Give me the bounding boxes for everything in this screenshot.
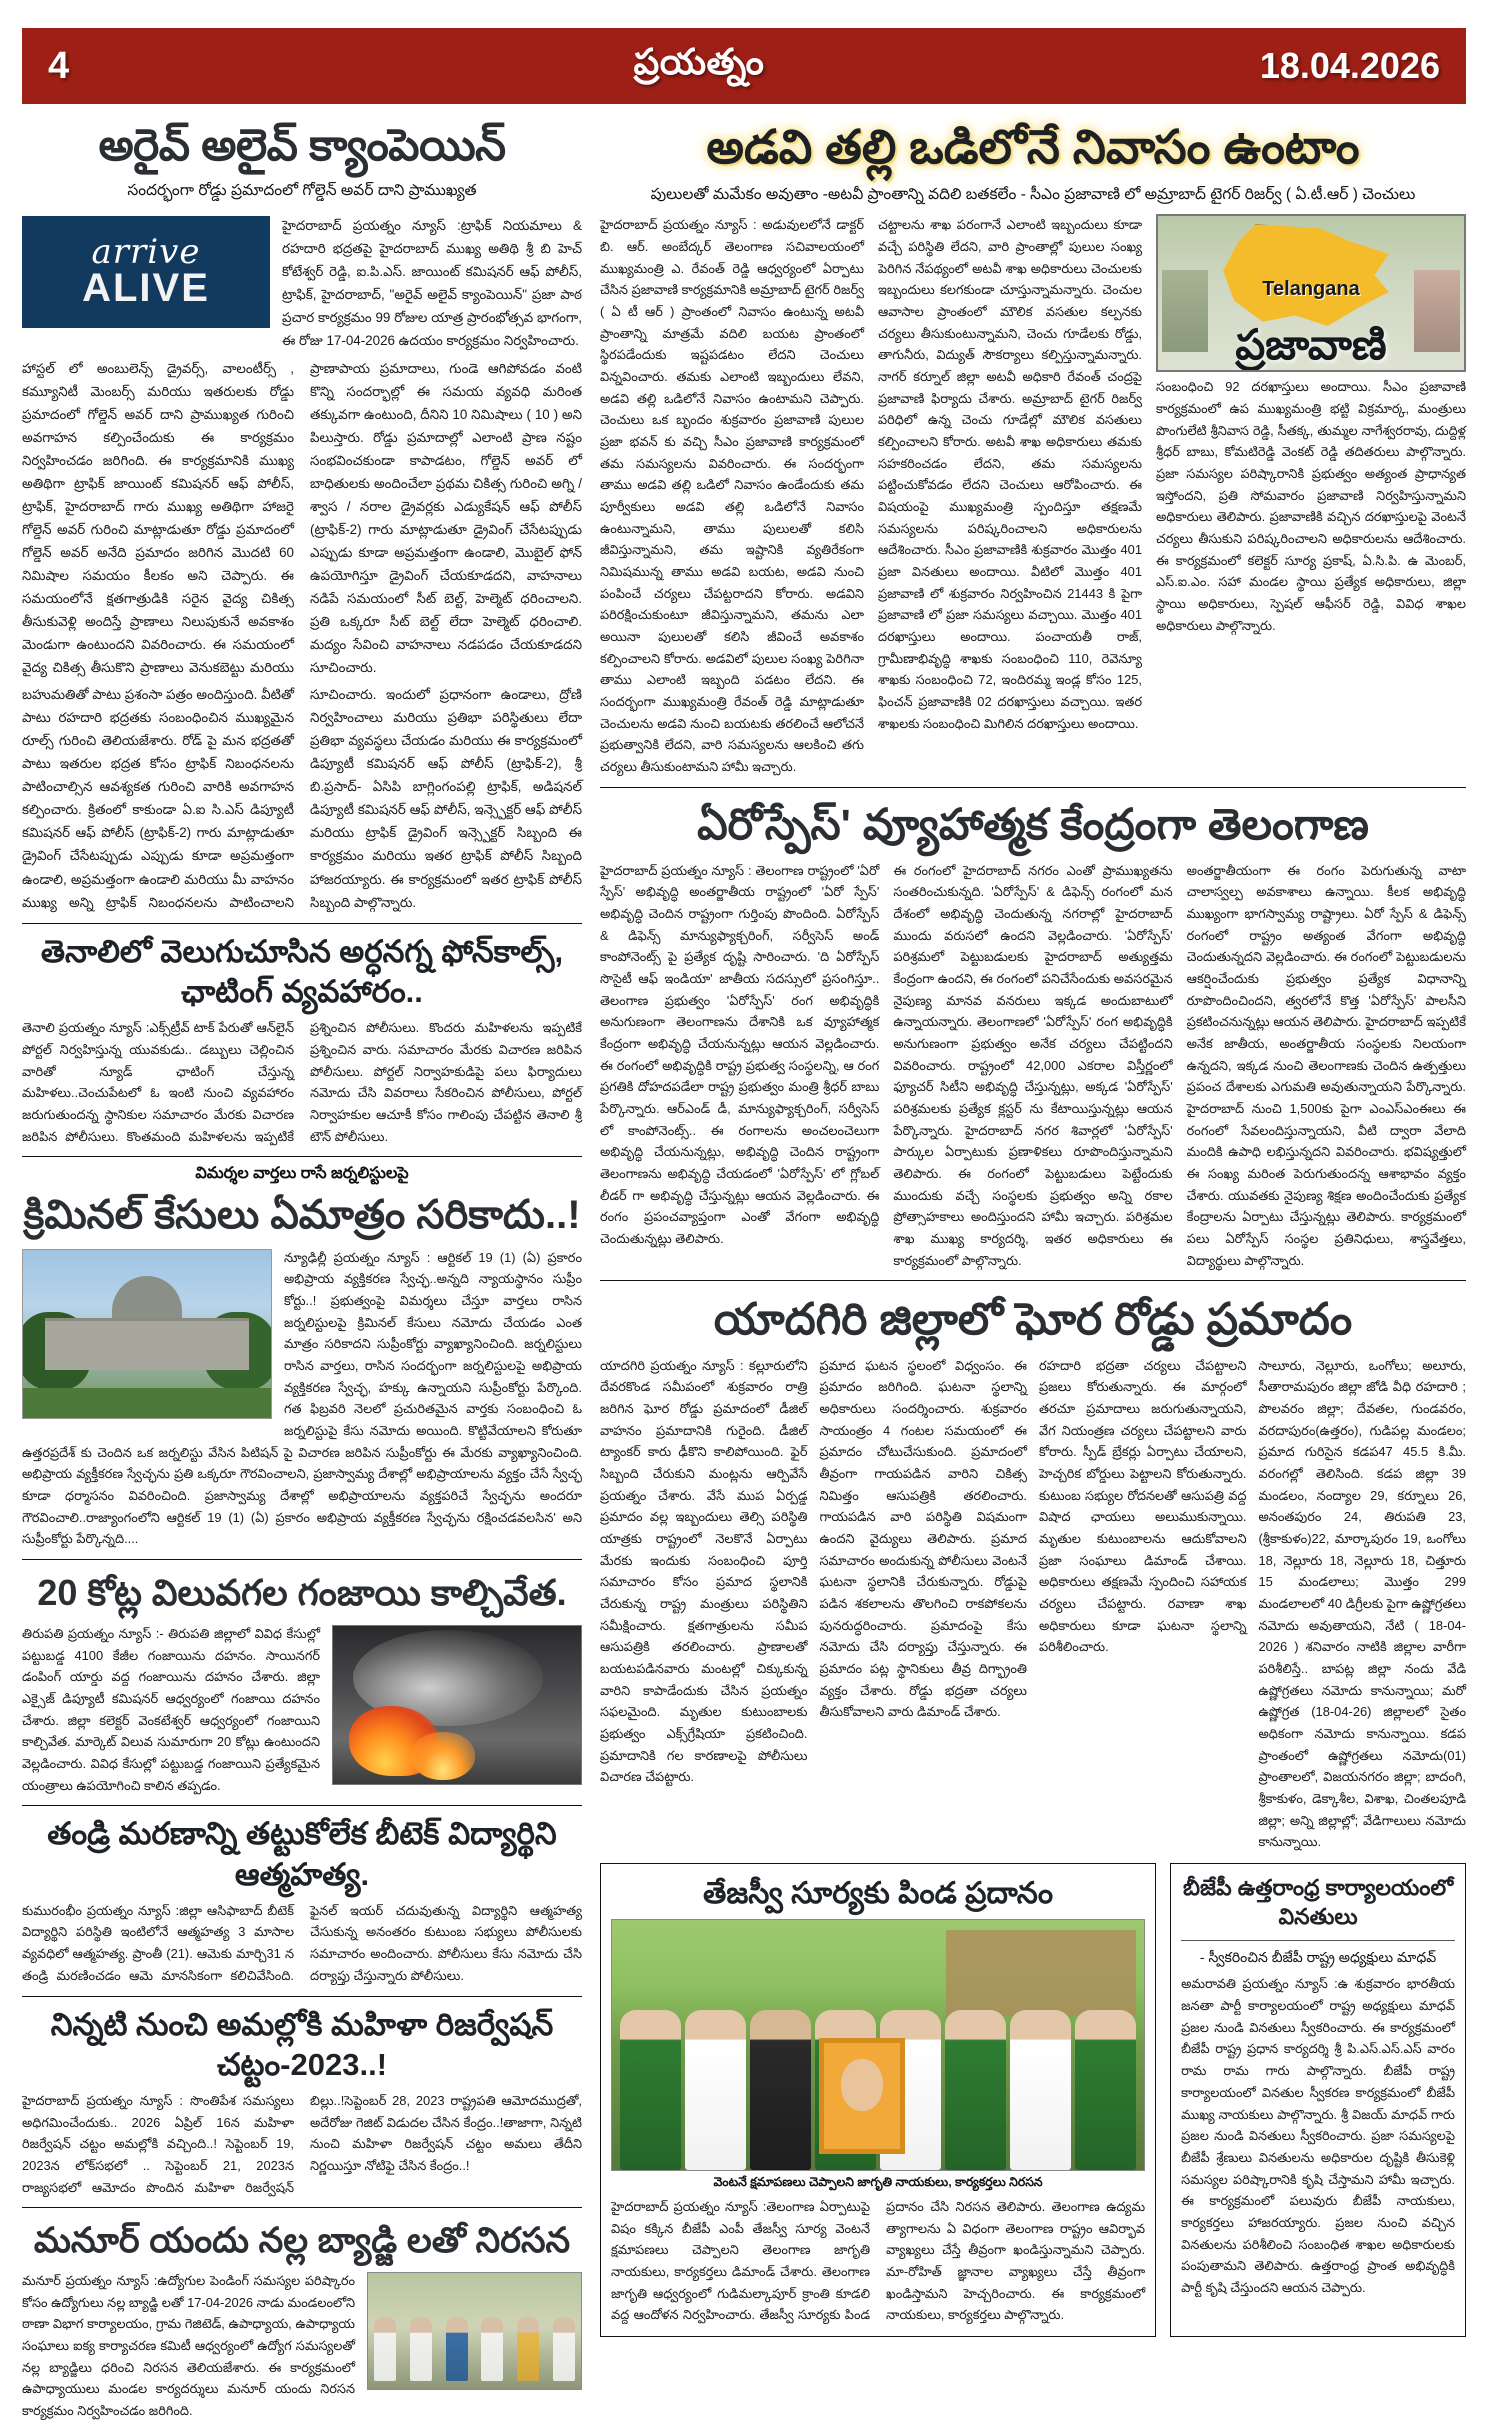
court-building xyxy=(45,1318,249,1370)
divider-2 xyxy=(22,1156,582,1157)
arrive-alive-intro: హైదరాబాద్ ప్రయత్నం న్యూస్ :ట్రాఫిక్ నియమాలు & రహదారి భద్రతపై హైదరాబాద్ ముఖ్య అతిథి శ్రీ బి హెచ్ కోటేశ్వర్ రెడ్డి, ఐ.పి.ఎస్. జాయింట్ కమిషనర్ ఆఫ్ పోలీస్, ట్రాఫిక్, హైదరాబాద్, "అరైవ్ అలైవ్ క్యాంపెయిన్" ప్రజా పాఠ ప్రచార కార్యక్రమం 99 రోజుల యాత్ర ప్రారంభోత్సవ భాగంగా, ఈ రోజు 17-04-2026 ఉదయం కార్యక్రమం నిర్వహించారు. xyxy=(282,218,582,349)
protester xyxy=(374,2317,396,2381)
women-reservation-headline: నిన్నటి నుంచి అమల్లోకి మహిళా రిజర్వేషన్ చట్టం-2023..! xyxy=(50,2006,554,2082)
tejasvi-surya-box xyxy=(600,1863,1156,2337)
flame-small xyxy=(411,1732,475,1780)
bjp-headline: బీజేపీ ఉత్తరాంధ్ర కార్యాలయంలో వినతులు xyxy=(1183,1874,1454,1929)
prajavani-brand: ప్రజావాణి xyxy=(1235,321,1387,369)
portrait-face xyxy=(841,2059,883,2111)
divider-4 xyxy=(22,1805,582,1806)
protester xyxy=(410,2317,432,2381)
manur-protest-photo xyxy=(367,2272,582,2390)
adavi-talli-col1: హైదరాబాద్ ప్రయత్నం న్యూస్ : అడువులలోనే డాక్టర్ బి. ఆర్. అంబేద్కర్ తెలంగాణ సచివాలయంలో ముఖ్యమంత్రి ఎ. రేవంత్ రెడ్డి ఆధ్వర్యంలో ఏర్పాటు చేసిన ప్రజావాణి కార్యక్రమానికి అమ్రాబాద్ టైగర్ రిజర్వ్ ( ఏ టీ ఆర్ ) ప్రాంతంలో నివాసం ఉంటున్న అటవీ ప్రాంతాన్ని మాత్రమే వదిలి బయట ప్రాంతంలో స్థిరపడేందుకు ఇష్టపడటం లేదని చెంచులు విన్నవించారు. తమకు ఎలాంటి ఇబ్బందులు లేవని, అడవి తల్లి ఒడిలోనే నివాసం ఉంటామని చెప్పారు. చెంచులు ఒక బృందం శుక్రవారం ప్రజావాణి పులుల ప్రజా భవన్ కు వచ్చి సీఎం ప్రజావాణి కార్యక్రమంలో తమ సమస్యలను వివరించారు. ఈ సందర్భంగా తాము అడవి తల్లి ఒడిలో నివాసం ఉండేందుకు తమ పూర్వీకులు అడవి తల్లి ఒడిలోనే నివాసం ఉంటున్నామని, తాము పులులతో కలిసి జీవిస్తున్నామని, తమ ఇష్టానికి వ్యతిరేకంగా నిమిషమున్న తాము అడవి బయట, అడవి నుంచి పంపించే చర్యలు చేపట్టరాదని కోరారు. అడవిని పరిరక్షించుకుంటూ జీవిస్తున్నామని, తమను ఎలా అయినా పులులతో కలిసి జీవించే అవకాశం కల్పించాలని కోరారు. అడవిలో పులుల సంఖ్య పెరిగినా తాము ఎలాంటి ఇబ్బంది పడటం లేదని. ఈ సందర్భంగా ముఖ్యమంత్రి రేవంత్ రెడ్డి మాట్లాడుతూ చెంచులను అడవి నుంచి బయటకు తరలించే ఆలోచనే ప్రభుత్వానికి లేదని, వారి సమస్యలను ఆలకించి తగు చర్యలు తీసుకుంటామని హామీ ఇచ్చారు. xyxy=(600,217,864,775)
btech-body: కుమురంభీం ప్రయత్నం న్యూస్ :జిల్లా ఆసిఫాబాద్ బీటెక్ విద్యార్థిని పరిస్థితి ఇంటిలోనే ఆత్మహత్య 3 మాసాల వ్యవధిలో ఆత్మహత్య. ప్రాంతీ (21). ఆమెకు మార్చి31 న తండ్రి మరణించడం ఆమె మానసికంగా కలిచివేసింది. ఫైనల్ ఇయర్ చదువుతున్న విద్యార్థిని ఆత్మహత్య చేసుకున్న అనంతరం కుటుంబ సభ్యులు పోలీసులకు సమాచారం అందించారు. పోలీసులు కేసు నమోదు చేసి దర్యాప్తు చేస్తున్నారు పోలీసులు. xyxy=(22,1902,582,1983)
yadagiri-story xyxy=(600,1355,1466,1853)
telangana-prajavani-logo xyxy=(1156,214,1466,372)
person xyxy=(1010,2010,1071,2170)
arrive-logo-line1: arrive xyxy=(91,232,201,273)
arrive-alive-body-b: హాస్టల్ లో అంబులెన్స్ డ్రైవర్స్, వాలంటీర్స్ , కమ్యూనిటీ మెంబర్స్ మరియు ఇతరులకు రోడ్డు ప్రమాదంలో గోల్డెన్ అవర్ దాని ప్రాముఖ్యత గురించి అవగాహన కల్పించేందుకు ఈ కార్యక్రమం నిర్వహించడం జరిగింది. ఈ కార్యక్రమానికి ముఖ్య అతిథిగా ట్రాఫిక్ జాయింట్ కమిషనర్ ఆఫ్ పోలీస్, ట్రాఫిక్, హైదరాబాద్ గారు ముఖ్య అతిథిగా హాజరై గోల్డెన్ అవర్ గురించి మాట్లాడుతూ రోడ్డు ప్రమాదంలో గోల్డెన్ అవర్ అనేది ప్రమాదం జరిగిన మొదటి 60 నిమిషాల సమయం కీలకం అని చెప్పారు. ఈ సమయంలోనే క్షతగాత్రుడికి సరైన వైద్య చికిత్స తీసుకువెళ్లి అందిస్తే ప్రాణాలు నిలుపుకునే అవకాశం మెండుగా ఉంటుందని వివరించారు. ఈ సమయంలో వైద్య చికిత్స తీసుకొని ప్రాణాలు వెనుకబెట్టు మరియు ప్రాణాపాయ ప్రమాదాలు, గుండె ఆగిపోవడం వంటి కొన్ని సందర్భాల్లో ఈ సమయ వ్యవధి మరింత తక్కువగా ఉంటుంది, దీనిని 10 నిమిషాలు ( 10 ) అని పిలుస్తారు. రోడ్డు ప్రమాదాల్లో ఎలాంటి ప్రాణ నష్టం సంభవించకుండా కాపాడటం, గోల్డెన్ అవర్ లో బాధితులకు అందించేలా ప్రథమ చికిత్స గురించి అగ్ని / శ్వాస / నరాల డ్రైవర్లకు ఎడ్యుకేషన్ ఆఫ్ పోలీస్ (ట్రాఫిక్-2) గారు మాట్లాడుతూ డ్రైవింగ్ చేసేటప్పుడు ఎప్పుడు కూడా అప్రమత్తంగా ఉండాలి, మొబైల్ ఫోన్ ఉపయోగిస్తూ డ్రైవింగ్ చేయకూడదని, వాహనాలు నడిపే సమయంలో సీట్ బెల్ట్, హెల్మెట్ ధరించాలని. ప్రతి ఒక్కరూ సీట్ బెల్ట్ లేదా హెల్మెట్ ధరించాలి. మద్యం సేవించి వాహనాలు నడపడం చేయకూడదని సూచించారు. xyxy=(22,360,582,676)
portrait-frame xyxy=(819,2038,905,2154)
yadagiri-col1: యాదగిరి ప్రయత్నం న్యూస్ : కల్లూరులోని దేవరకొండ సమీపంలో శుక్రవారం రాత్రి జరిగిన ఘోర రోడ్డు ప్రమాదంలో డీజిల్ వాహనం ప్రమాదానికి గురైంది. డీజిల్ ట్యాంకర్ కారు ఢీకొని కాలిపోయింది. ఫైర్ సిబ్బంది చేరుకుని మంట్లను ఆర్పివేసే ప్రయత్నం చేశారు. వేసే ముప ఏర్పడ్డ ప్రమాదం వల్ల ఇబ్బందులు తెల్సి పరిస్థితి యాత్రకు రాష్ట్రంలో నెలకొనే ఏర్పాటు మేరకు ఇందుకు సంబంధించి పూర్తి సమాచారం కోసం ప్రమాద స్థలానికి చేరుకున్న రాష్ట్ర మంత్రులు పరిస్థితిని సమీక్షించారు. క్షతగాత్రులను సమీప ఆసుపత్రికి తరలించారు. ప్రాణాలతో బయటపడినవారు మంటల్లో చిక్కుకున్న వారిని కాపాడేందుకు చేసిన ప్రయత్నం సఫలమైంది. మృతుల కుటుంబాలకు ప్రభుత్వం ఎక్స్‌గ్రేషియా ప్రకటించింది. ప్రమాదానికి గల కారణాలపై పోలీసులు విచారణ చేపట్టారు. xyxy=(600,1357,808,1785)
adavi-talli-headline: అడవి తల్లి ఒడిలోనే నివాసం ఉంటాం xyxy=(706,120,1360,173)
manur-headline: మనూర్ యందు నల్ల బ్యాడ్జి లతో నిరసన xyxy=(33,2221,571,2261)
yadagiri-headline: యాదగిరి జిల్లాలో ఘోర రోడ్డు ప్రమాదం xyxy=(713,1295,1353,1345)
arrive-logo-line2: ALIVE xyxy=(82,266,210,311)
ganja-headline: 20 కోట్ల విలువగల గంజాయి కాల్చివేత. xyxy=(37,1572,567,1614)
adavi-talli-kicker: పులులతో మమేకం అవుతాం -అటవీ ప్రాంతాన్ని వదిలి బతకలేం - సీఎం ప్రజావాణి లో అమ్రాబాద్ టైగర్ రిజర్వ్ ( ఏ.టీ.ఆర్ ) చెంచులు xyxy=(650,185,1416,203)
ganja-story xyxy=(22,1623,582,1796)
ganja-fire-photo xyxy=(332,1625,582,1785)
criminal-story xyxy=(22,1247,582,1550)
paper-title: ప్రయత్నం xyxy=(633,40,765,82)
newspaper-page xyxy=(0,28,1488,2418)
court-lawn xyxy=(23,1388,271,1418)
telangana-map-label: Telangana xyxy=(1262,278,1360,301)
arrive-alive-story xyxy=(22,214,582,352)
bjp-body: అమరావతి ప్రయత్నం న్యూస్ :ఉ శుక్రవారం భారతీయ జనతా పార్టీ కార్యాలయంలో రాష్ట్ర అధ్యక్షులు మాధవ్ ప్రజల నుండి వినతులు స్వీకరించారు. ఈ కార్యక్రమంలో బీజేపీ రాష్ట్ర ప్రధాన కార్యదర్శి శ్రీ పి.ఎస్.ఎస్.ఎస్ వారం రామ రామ గారు పాల్గొన్నారు. బీజేపీ రాష్ట్ర కార్యాలయంలో వినతుల స్వీకరణ కార్యక్రమంలో బీజేపీ ముఖ్య నాయకులు పాల్గొన్నారు. శ్రీ విజయ్ మాధవ్ గారు ప్రజల నుండి వినతులు స్వీకరించారు. ప్రజా సమస్యలపై బీజేపీ శ్రేణులు వినతులను అధికారుల దృష్టికి తీసుకెళ్లి సమస్యల పరిష్కారానికి కృషి చేస్తామని హామీ ఇచ్చారు. ఈ కార్యక్రమంలో పలువురు బీజేపీ నాయకులు, కార్యకర్తలు హాజరయ్యారు. ప్రజల నుంచి వచ్చిన వినతులను పరిశీలించి సంబంధిత శాఖల అధికారులకు పంపుతామని తెలిపారు. ఉత్తరాంధ్ర ప్రాంత అభివృద్ధికి పార్టీ కృషి చేస్తుందని ఆయన చెప్పారు. xyxy=(1181,1976,1455,2295)
protester xyxy=(517,2317,539,2381)
person xyxy=(1075,2010,1136,2170)
divider-1 xyxy=(22,923,582,924)
aerospace-col2: ఈ రంగంలో హైదరాబాద్ నగరం ఎంతో ప్రాముఖ్యతను సంతరించుకున్నది. 'ఏరోస్పేస్' & డిఫెన్స్ రంగంలో మన దేశంలో అభివృద్ధి చెందుతున్న నగరాల్లో హైదరాబాద్ ముందు వరుసలో ఉందని వెల్లడించారు. 'ఏరోస్పేస్' పరిశ్రమలో పెట్టుబడులకు హైదరాబాద్ అత్యుత్తమ కేంద్రంగా ఉందని, ఈ రంగంలో పనిచేసేందుకు అవసరమైన నైపుణ్య మానవ వనరులు ఇక్కడ అందుబాటులో ఉన్నాయన్నారు. తెలంగాణలో 'ఏరోస్పేస్' రంగ అభివృద్ధికి అనుగుణంగా ప్రభుత్వం అనేక చర్యలు చేపట్టిందని వివరించారు. రాష్ట్రంలో 42,000 ఎకరాల విస్తీర్ణంలో ఫ్యూచర్ సిటీని అభివృద్ధి చేస్తున్నట్లు, అక్కడ 'ఏరోస్పేస్' పరిశ్రమలకు ప్రత్యేక క్లస్టర్ ను కేటాయిస్తున్నట్లు ఆయన పేర్కొన్నారు. హైదరాబాద్ నగర శివార్లలో 'ఏరోస్పేస్' పార్కుల ఏర్పాటుకు ప్రణాళికలు రూపొందిస్తున్నామని తెలిపారు. ఈ రంగంలో పెట్టుబడులు పెట్టేందుకు ముందుకు వచ్చే సంస్థలకు ప్రభుత్వం అన్ని రకాల ప్రోత్సాహకాలు అందిస్తుందని హామీ ఇచ్చారు. పరిశ్రమల శాఖ ముఖ్య కార్యదర్శి, ఇతర అధికారులు ఈ కార్యక్రమంలో పాల్గొన్నారు. xyxy=(893,862,1173,1268)
court-dome xyxy=(112,1276,182,1322)
arrive-alive-headline: అరైవ్ అలైవ్ క్యాంపెయిన్ xyxy=(98,121,506,170)
aerospace-story xyxy=(600,860,1466,1272)
tenali-headline: తెనాలిలో వెలుగుచూసిన అర్ధనగ్న ఫోన్‌కాల్స్, ఛాటింగ్ వ్యవహారం.. xyxy=(40,933,564,1009)
divider-3 xyxy=(22,1559,582,1560)
aerospace-col1: హైదరాబాద్ ప్రయత్నం న్యూస్ : తెలంగాణ రాష్ట్రంలో 'ఏరో స్పేస్' అభివృద్ధి అంతర్జాతీయ రాష్ట్రంలో 'ఏరో స్పేస్' అభివృద్ధి చెందిన రాష్ట్రంగా గుర్తింపు పొందింది. ఏరోస్పేస్ & డిఫెన్స్ మాన్యుఫ్యాక్చరింగ్, సర్వీసెస్ అండ్ కాంపోనెంట్స్ పై ప్రత్యేక దృష్టి సారించారు. 'ది ఏరోస్పేస్ సొసైటీ ఆఫ్ ఇండియా' జాతీయ సదస్సులో ప్రసంగిస్తూ.. తెలంగాణ ప్రభుత్వం 'ఏరోస్పేస్' రంగ అభివృద్ధికి అనుగుణంగా తెలంగాణను దేశానికి ఒక వ్యూహాత్మక కేంద్రంగా అభివృద్ధి చేయనున్నట్లు ఆయన వెల్లడించారు. ఈ రంగంలో అభివృద్ధికి రాష్ట్ర ప్రభుత్వ సంస్థలన్ని, ఆ రంగ ప్రగతికి దోహదపడేలా రాష్ట్ర ప్రభుత్వం మంత్రి శ్రీధర్ బాబు పేర్కొన్నారు. ఆర్‌ఎండ్ డీ, మాన్యుఫ్యాక్చరింగ్, సర్వీసెస్ లో కాంపోనెంట్స్.. ఈ రంగాలను అంచలంచెలుగా అభివృద్ధి చేయనున్నట్లు, అభివృద్ధి చెందిన రాష్ట్రంగా తెలంగాణను అభివృద్ధి చేయడంలో 'ఏరోస్పేస్' లో గ్లోబల్ లీడర్ గా అభివృద్ధి చేస్తున్నట్లు ఆయన వెల్లడించారు. ఈ రంగం ప్రపంచవ్యాప్తంగా ఎంతో వేగంగా అభివృద్ధి చెందుతున్నట్లు తెలిపారు. xyxy=(600,862,880,1246)
bjp-box xyxy=(1170,1863,1466,2337)
right-headline-block xyxy=(600,118,1466,212)
manur-story xyxy=(22,2270,582,2422)
yadagiri-col3: రహదారి భద్రతా చర్యలు చేపట్టాలని ప్రజలు కోరుతున్నారు. ఈ మార్గంలో తరచూ ప్రమాదాలు జరుగుతున్నాయని, వేగ నియంత్రణ చర్యలు చేపట్టాలని వారు కోరారు. స్పీడ్ బ్రేకర్లు ఏర్పాటు చేయాలని, హెచ్చరిక బోర్డులు పెట్టాలని కోరుతున్నారు. కుటుంబ సభ్యుల రోదనలతో ఆసుపత్రి వద్ద విషాద ఛాయలు అలుముకున్నాయి. మృతుల కుటుంబాలను ఆదుకోవాలని ప్రజా సంఘాలు డిమాండ్ చేశాయి. అధికారులు తక్షణమే స్పందించి సహాయక చర్యలు చేపట్టారు. రవాణా శాఖ అధికారులు కూడా ఘటనా స్థలాన్ని పరిశీలించారు. xyxy=(1039,1357,1247,1655)
divider-6 xyxy=(22,2207,582,2208)
protester xyxy=(553,2317,575,2381)
person xyxy=(685,2010,746,2170)
bjp-kicker: - స్వీకరించిన బీజేపీ రాష్ట్ర అధ్యక్షులు మాధవ్ xyxy=(1199,1949,1437,1966)
adavi-talli-story xyxy=(600,214,1466,777)
tejasvi-photo-caption: వెంటనే క్షమాపణలు చెప్పాలని జాగృతి నాయకులు, కార్యకర్తలు నిరసన xyxy=(713,2174,1043,2189)
aerospace-headline: ఏరోస్పేస్' వ్యూహాత్మక కేంద్రంగా తెలంగాణ xyxy=(697,800,1369,849)
tejasvi-headline: తేజస్వీ సూర్యకు పిండ ప్రదానం xyxy=(703,1876,1054,1910)
adavi-talli-col2: చట్టాలను శాఖ పరంగానే ఎలాంటి ఇబ్బందులు కూడా వచ్చే పరిస్థితి లేదని, వారి ప్రాంతాల్లో పులుల సంఖ్య పెరిగిన నేపథ్యంలో అటవీ శాఖ అధికారులు చెంచులకు ఇబ్బందులు కలగకుండా చూస్తున్నామన్నారు. చెంచుల ఆవాసాల ప్రాంతంలో మౌలిక వసతుల కల్పనకు చర్యలు తీసుకుంటున్నామని, చెంచు గూడేలకు రోడ్డు, తాగునీరు, విద్యుత్ సౌకర్యాలు కల్పిస్తున్నామన్నారు. నాగర్ కర్నూల్ జిల్లా అటవీ అధికారి రేవంత్ చంద్రపై ప్రజావాణి ఫిర్యాదు చేశారు. అమ్రాబాద్ టైగర్ రిజర్వ్ పరిధిలో ఉన్న చెంచు గూడేల్లో మౌలిక వసతులు కల్పించాలని కోరారు. అటవీ శాఖ అధికారులు తమకు సహకరించడం లేదని, తమ సమస్యలను పట్టించుకోవడం లేదని చెంచులు ఆరోపించారు. ఈ విషయంపై ముఖ్యమంత్రి స్పందిస్తూ తక్షణమే సమస్యలను పరిష్కరించాలని అధికారులను ఆదేశించారు. సీఎం ప్రజావాణికి శుక్రవారం మొత్తం 401 ప్రజా వినతులు అందాయి. వీటిలో మొత్తం 401 ప్రజావాణి లో శుక్రవారం నిర్వహించిన 21443 కి పైగా ప్రజావాణి లో ప్రజా సమస్యలు వచ్చాయి. మొత్తం 401 దరఖాస్తులు అందాయి. పంచాయతీ రాజ్, గ్రామీణాభివృద్ధి శాఖకు సంబంధించి 110, రెవెన్యూ శాఖకు సంబంధించి 72, ఇందిరమ్మ ఇండ్ల కోసం 125, ఫించన్ ప్రజావాణికి 02 దరఖాస్తులు వచ్చాయి. ఇతర శాఖలకు సంబంధించి మిగిలిన దరఖాస్తులు అందాయి. xyxy=(878,217,1142,731)
yadagiri-col4: సాలూరు, నెల్లూరు, ఒంగోలు; అలూరు, సీతారామపురం జిల్లా జోడి వీధి రహదారి ; పొలవరం జిల్లా; దేవతల, గుండవరం, వరదాపురం(ఉత్తరం), గుడిపల్ల మండలం; ప్రమాద గురిసైన కడప47 45.5 కి.మీ. వరంగల్లో తెలిసింది. కడప జిల్లా 39 మండలం, నంద్యాల 29, కర్నూలు 26, అనంతపురం 24, తిరుపతి 23, (శ్రీకాకుళం)22, మార్కాపురం 19, ఒంగోలు 18, నెల్లూరు 18, నెల్లూరు 18, చిత్తూరు 15 మండలాలు; మొత్తం 299 మండలాలలో 40 డిగ్రీలకు పైగా ఉష్ణోగ్రతలు నమోదు అవుతాయని, నేటి ( 18-04-2026 ) శనివారం నాటికి జిల్లాల వారీగా పరిశీలిస్తే.. బాపట్ల జిల్లా నందు వేడి ఉష్ణోగ్రతలు నమోదు కానున్నాయి; మరో ఉష్ణోగ్రత (18-04-26) జిల్లాలలో సైతం అధికంగా నమోదు కానున్నాయి. కడప ప్రాంతంలో ఉష్ణోగ్రతలు నమోదు(01) ప్రాంతాలలో, విజయనగరం జిల్లా; బాదంగి, శ్రీకాకుళం, డెక్కాశీల, విశాఖ, చింతలపూడి జిల్లా; అన్ని జిల్లాల్లో; వేడిగాలులు నమోదు కానున్నాయి. xyxy=(1258,1357,1466,1850)
yadagiri-col2: ప్రమాద ఘటన స్థలంలో విధ్వంసం. ఈ ప్రమాదం జరిగింది. ఘటనా స్థలాన్ని అధికారులు సందర్శించారు. శుక్రవారం సాయంత్రం 4 గంటల సమయంలో ఈ ప్రమాదం చోటుచేసుకుంది. ప్రమాదంలో తీవ్రంగా గాయపడిన వారిని చికిత్స నిమిత్తం ఆసుపత్రికి తరలించారు. గాయపడిన వారి పరిస్థితి విషమంగా ఉందని వైద్యులు తెలిపారు. ప్రమాద సమాచారం అందుకున్న పోలీసులు వెంటనే ఘటనా స్థలానికి చేరుకున్నారు. రోడ్డుపై పడిన శకలాలను తొలగించి రాకపోకలను పునరుద్ధరించారు. ప్రమాదంపై కేసు నమోదు చేసి దర్యాప్తు చేస్తున్నారు. ఈ ప్రమాదం పట్ల స్థానికులు తీవ్ర దిగ్భ్రాంతి వ్యక్తం చేశారు. రోడ్డు భద్రతా చర్యలు తీసుకోవాలని వారు డిమాండ్ చేశారు. xyxy=(819,1357,1027,1720)
tejasvi-body: హైదరాబాద్ ప్రయత్నం న్యూస్ :తెలంగాణ ఏర్పాటుపై విషం కక్కిన బీజేపీ ఎంపీ తేజస్వీ సూర్య వెంటనే క్షమాపణలు చెప్పాలని తెలంగాణ జాగృతి నాయకులు, కార్యకర్తలు డిమాండ్ చేశారు. తెలంగాణ జాగృతి ఆధ్వర్యంలో గుడిమల్కాపూర్ క్రాంతి కూడలి వద్ద ఆందోళన నిర్వహించారు. తేజస్వీ సూర్యకు పిండ ప్రదానం చేసి నిరసన తెలిపారు. తెలంగాణ ఉద్యమ త్యాగాలను ఏ విధంగా తెలంగాణ రాష్ట్రం ఆవిర్భావ వ్యాఖ్యలు చేస్తే తీవ్రంగా ఖండిస్తున్నామని చెప్పారు. మా-రోహిత్ జ్ఞానాల వ్యాఖ్యలు చేస్తే తీవ్రంగా ఖండిస్తామని హెచ్చరించారు. ఈ కార్యక్రమంలో నాయకులు, కార్యకర్తలు పాల్గొన్నారు. xyxy=(611,2198,1146,2323)
jagruti-protest-photo xyxy=(611,1919,1145,2171)
aerospace-col3: అంతర్జాతీయంగా ఈ రంగం పెరుగుతున్న వాటా చాలాస్వల్ప అవకాశాలు ఉన్నాయి. కీలక అభివృద్ధి ముఖ్యంగా భాగస్వామ్య రాష్ట్రాలు. ఏరో స్పేస్ & డిఫెన్స్ రంగంలో రాష్ట్రం అత్యంత వేగంగా అభివృద్ధి చెందుతున్నదని వెల్లడించారు. ఈ రంగంలో పెట్టుబడులను ఆకర్షించేందుకు ప్రభుత్వం ప్రత్యేక విధానాన్ని రూపొందించిందని, త్వరలోనే కొత్త 'ఏరోస్పేస్' పాలసీని ప్రకటించనున్నట్లు ఆయన తెలిపారు. హైదరాబాద్ ఇప్పటికే అనేక జాతీయ, అంతర్జాతీయ సంస్థలకు నిలయంగా ఉన్నదని, ఇక్కడ నుంచి తెలంగాణకు చెందిన ఉత్పత్తులు ప్రపంచ దేశాలకు ఎగుమతి అవుతున్నాయని పేర్కొన్నారు. హైదరాబాద్ నుంచి 1,500కు పైగా ఎంఎస్ఎంఈలు ఈ రంగంలో సేవలందిస్తున్నాయని, వీటి ద్వారా వేలాది మందికి ఉపాధి లభిస్తున్నదని వివరించారు. భవిష్యత్తులో ఈ సంఖ్య మరింత పెరుగుతుందన్న ఆశాభావం వ్యక్తం చేశారు. యువతకు నైపుణ్య శిక్షణ అందించేందుకు ప్రత్యేక కేంద్రాలను ఏర్పాటు చేస్తున్నట్లు తెలిపారు. కార్యక్రమంలో పలు ఏరోస్పేస్ సంస్థల ప్రతినిధులు, శాస్త్రవేత్తలు, విద్యార్థులు పాల్గొన్నారు. xyxy=(1186,862,1466,1268)
divider-9 xyxy=(1181,1940,1455,1941)
protesters-row xyxy=(374,2317,575,2381)
divider-5 xyxy=(22,1996,582,1997)
btech-headline: తండ్రి మరణాన్ని తట్టుకోలేక బీటెక్ విద్యార్థిని ఆత్మహత్య. xyxy=(47,1816,557,1892)
divider-8 xyxy=(600,1280,1466,1281)
supreme-court-photo xyxy=(22,1249,272,1419)
arrive-alive-logo xyxy=(22,216,270,328)
protester xyxy=(446,2317,468,2381)
person xyxy=(945,2010,1006,2170)
person xyxy=(620,2010,681,2170)
adavi-talli-col3: సంబంధించి 92 దరఖాస్తులు అందాయి. సీఎం ప్రజావాణి కార్యక్రమంలో ఉప ముఖ్యమంత్రి భట్టి విక్రమార్క, మంత్రులు పొంగులేటి శ్రీనివాస రెడ్డి, సీతక్క, తుమ్మల నాగేశ్వరరావు, దుద్దిళ్ల శ్రీధర్ బాబు, కోమటిరెడ్డి వెంకట్ రెడ్డి తదితరులు పాల్గొన్నారు. ప్రజా సమస్యల పరిష్కారానికి ప్రభుత్వం అత్యంత ప్రాధాన్యత ఇస్తోందని, ప్రతి సోమవారం ప్రజావాణి నిర్వహిస్తున్నామని అధికారులు తెలిపారు. ప్రజావాణికి వచ్చిన దరఖాస్తులపై వెంటనే చర్యలు తీసుకుని పరిష్కరించాలని అధికారులను ఆదేశించారు. ఈ కార్యక్రమంలో కలెక్టర్ సూర్య ప్రకాష్, ఏ.సి.పి. ఉ మెంబర్, ఎస్.ఐ.ఎం. సహా మండల స్థాయి ప్రత్యేక అధికారులు, జిల్లా స్థాయి అధికారులు, స్పెషల్ ఆఫీసర్ రెడ్డి, వివిధ శాఖల అధికారులు పాల్గొన్నారు. xyxy=(1156,379,1466,633)
arrive-alive-body-c: బహుమతితో పాటు ప్రశంసా పత్రం అందిస్తుంది. వీటితో పాటు రహదారి భద్రతకు సంబంధించిన ముఖ్యమైన రూల్స్ గురించి తెలియజేశారు. రోడ్ పై మన భద్రతతో పాటు ఇతరుల భద్రత కోసం ట్రాఫిక్ నిబంధనలను పాటించాల్సిన ఆవశ్యకత గురించి వారికి అవగాహన కల్పించారు. క్రితంలో కాకుండా ఏ.ఐ సి.ఎస్ డిప్యూటీ కమిషనర్ ఆఫ్ పోలీస్ (ట్రాఫిక్-2) గారు మాట్లాడుతూ డ్రైవింగ్ చేసేటప్పుడు ఎప్పుడు కూడా అప్రమత్తంగా ఉండాలి, అప్రమత్తంగా ఉండాలి మరియు మీ వాహనం ముఖ్య అన్ని ట్రాఫిక్ నిబంధనలను పాటించాలని సూచించారు. ఇందులో ప్రధానంగా ఉండాలు, ద్రోణి నిర్వహించాలు మరియు ప్రతిభా పరిస్థితులు లేదా ప్రతిభా వ్యవస్థలు చేయడం మరియు ఈ కార్యక్రమంలో డిప్యూటీ కమిషనర్ ఆఫ్ పోలీస్ (ట్రాఫిక్-2), శ్రీ బి.ప్రసాద్- ఏసిపి బాగ్లింగంపల్లి ట్రాఫిక్, అడిషనల్ డిప్యూటీ కమిషనర్ ఆఫ్ పోలీస్, ఇన్స్పెక్టర్ ఆఫ్ పోలీస్ మరియు ట్రాఫిక్ డ్రైవింగ్ ఇన్స్పెక్టర్ సిబ్బంది ఈ కార్యక్రమం మరియు ఇతర ట్రాఫిక్ పోలీస్ సిబ్బంది హాజరయ్యారు. ఈ కార్యక్రమంలో ఇతర ట్రాఫిక్ పోలీస్ సిబ్బంది పాల్గొన్నారు. xyxy=(22,687,582,910)
criminal-body: న్యూఢిల్లీ ప్రయత్నం న్యూస్ : ఆర్టికల్ 19 (1) (ఏ) ప్రకారం అభిప్రాయ వ్యక్తికరణ స్వేచ్ఛ..అన్నది న్యాయస్థానం సుప్రీం కోర్టు..! ప్రభుత్వంపై విమర్శలు చేస్తూ వార్తలు రాసిన జర్నలిస్టులపై క్రిమినల్ కేసులు నమోదు చేయడం ఎంత మాత్రం సరికాదని సుప్రీంకోర్టు వ్యాఖ్యానించింది. జర్నలిస్టులు రాసిన వార్తలు, రాసిన సందర్భంగా జర్నలిస్టులపై అభిప్రాయ వ్యక్తికరణ స్వేచ్ఛ, హక్కు ఉన్నాయని సుప్రీంకోర్టు పేర్కొంది. గత ఫిబ్రవరి నెలలో ప్రచురితమైన వార్తకు సంబంధించి ఓ జర్నలిస్టుపై కేసు నమోదు అయింది. కొట్టివేయాలని కోరుతూ ఉత్తరప్రదేశ్ కు చెందిన ఒక జర్నలిస్టు వేసిన పిటిషన్ పై విచారణ జరిపిన సుప్రీంకోర్టు ఈ మేరకు వ్యాఖ్యానించింది. అభిప్రాయ వ్యక్తీకరణ స్వేచ్ఛను ప్రతి ఒక్కరూ గౌరవించాలని, ప్రజాస్వామ్య దేశాల్లో అభిప్రాయాలను వ్యక్తం చేసే స్వేచ్ఛ కూడా ధర్మాసనం వివరించింది. ప్రజాస్వామ్య దేశాల్లో అభిప్రాయాలను వ్యక్తపరిచే స్వేచ్ఛను అందరూ గౌరవించాలి..రాజ్యాంగంలోని ఆర్టికల్ 19 (1) (ఏ) ప్రకారం అభిప్రాయ వ్యక్తీకరణ స్వేచ్ఛను రక్షించడవలసిన' అని సుప్రీంకోర్టు పేర్కొన్నది.... xyxy=(22,1249,582,1547)
masthead xyxy=(22,28,1466,104)
manur-body: మనూర్ ప్రయత్నం న్యూస్ :ఉద్యోగుల పెండింగ్ సమస్యల పరిష్కారం కోసం ఉద్యోగులు నల్ల బ్యాడ్జి లతో 17-04-2026 నాడు మండలంలోని ఠాణా విభాగ కార్యాలయం, గ్రామ గెజిటెడ్, ఉపాధ్యాయ, ఉపాధ్యాయ సంఘాలు ఐక్య కార్యాచరణ కమిటీ ఆధ్వర్యంలో ఉద్యోగ సమస్యలతో నల్ల బ్యాడ్జిలు ధరించి నిరసన తెలియజేశారు. ఈ కార్యక్రమంలో ఉపాధ్యాయులు మండల కార్యదర్శులు మనూర్ యందు నిరసన కార్యక్రమం నిర్వహించడం జరిగింది. xyxy=(22,2272,355,2418)
protester xyxy=(481,2317,503,2381)
left-headline-block xyxy=(22,118,582,212)
tenali-body: తెనాలి ప్రయత్నం న్యూస్ :ఎక్స్‌ట్రీవ్ టాక్ పేరుతో ఆన్‌లైన్ పోర్టల్ నిర్వహిస్తున్న యువకుడు.. డబ్బులు చెల్లించిన వారితో న్యూడ్ ఛాటింగ్ చేస్తున్న మహిళలు..చెంచుపేటలో ఓ ఇంటి నుంచి వ్యవహారం జరుగుతుందన్న స్థానికుల సమాచారం మేరకు విచారణ జరిపిన పోలీసులు. కొంతమంది మహిళలను ఇప్పటికే ప్రశ్నించిన పోలీసులు. కొందరు మహిళలను ఇప్పటికే ప్రశ్నించిన వారు. సమాచారం మేరకు విచారణ జరిపిన పోలీసులు. పోర్టల్ నిర్వాహకుడిపై పలు ఫిర్యాదులు నమోదు చేసి వివరాలు సేకరించిన పోలీసులు, పోర్టల్ నిర్వాహకుల ఆచూకీ కోసం గాలింపు చేపట్టిన తెనాలి శ్రీ టౌన్ పోలీసులు. xyxy=(22,1020,582,1144)
divider-7 xyxy=(600,787,1466,788)
page-number: 4 xyxy=(48,44,70,87)
telangana-map-shape xyxy=(1216,224,1396,330)
criminal-headline: క్రిమినల్ కేసులు ఏమాత్రం సరికాదు..! xyxy=(23,1192,581,1237)
criminal-kicker: విమర్శల వార్తలు రాసే జర్నలిస్టులపై xyxy=(195,1165,409,1183)
women-reservation-body: హైదరాబాద్ ప్రయత్నం న్యూస్ : సొంతిపేశ సమస్యలు అధిగమించేందుకు.. 2026 ఏప్రిల్ 16న మహిళా రిజర్వేషన్ చట్టం అమల్లోకి వచ్చింది..! సెప్టెంబర్ 19, 2023న లోక్‌సభలో .. సెప్టెంబర్ 21, 2023న రాజ్యసభలో ఆమోదం పొందిన మహిళా రిజర్వేషన్ బిల్లు..!సెప్టెంబర్ 28, 2023 రాష్ట్రపతి ఆమోదముద్రతో, అదేరోజు గెజిట్ విడుదల చేసిన కేంద్రం..!తాజాగా, నిన్నటి నుంచి మహిళా రిజర్వేషన్ చట్టం అమలు తేదీని నిర్ణయిస్తూ నోటిఫై చేసిన కేంద్రం..! xyxy=(22,2093,582,2195)
ganja-body: తిరుపతి ప్రయత్నం న్యూస్ :- తిరుపతి జిల్లాలో వివిధ కేసుల్లో పట్టుబడ్డ 4100 కేజీల గంజాయిను దహనం. సాయినగర్ డంపింగ్ యార్డు వద్ద గంజాయిను దహనం చేశారు. జిల్లా ఎక్సైజ్ డిప్యూటీ కమిషనర్ ఆధ్వర్యంలో గంజాయి దహనం చేశారు. జిల్లా కలెక్టర్ వెంకటేశ్వర్ ఆధ్వర్యంలో గంజాయిని కాల్చివేత. మార్కెట్ విలువ సుమారుగా 20 కోట్లు ఉంటుందని వెల్లడించారు. వివిధ కేసుల్లో పట్టుబడ్డ గంజాయిని ప్రత్యేకమైన యంత్రాలు ఉపయోగించి కాలిన తప్పడం. xyxy=(22,1625,320,1793)
person xyxy=(750,2010,811,2170)
publication-date: 18.04.2026 xyxy=(1259,45,1440,86)
arrive-alive-kicker: సందర్భంగా రోడ్డు ప్రమాదంలో గోల్డెన్ అవర్ దాని ప్రాముఖ్యత xyxy=(127,182,477,199)
